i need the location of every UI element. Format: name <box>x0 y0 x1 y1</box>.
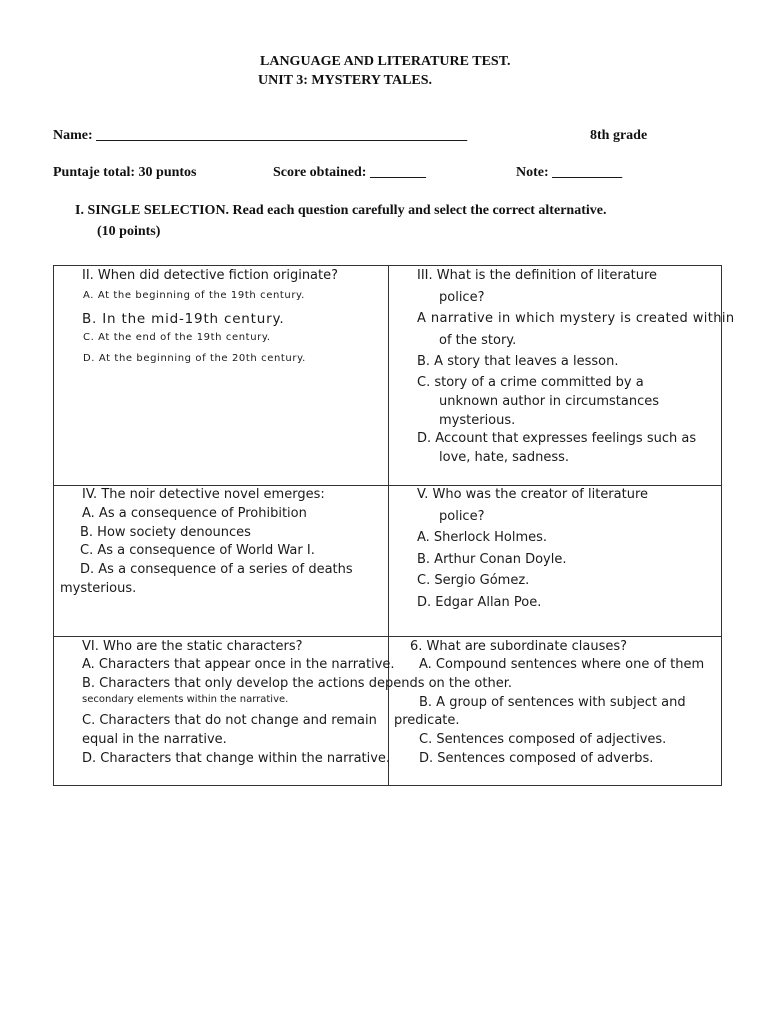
question-7-option-b: B. A group of sentences with subject and <box>419 695 686 710</box>
question-3-option-c-cont: unknown author in circumstances <box>439 394 660 409</box>
question-4-option-c: C. As a consequence of World War I. <box>80 543 315 558</box>
section-title: I. SINGLE SELECTION. Read each question carefully and select the correct alternative. <box>75 203 607 218</box>
question-2-option-b: B. In the mid-19th century. <box>82 311 285 327</box>
question-3-text-cont: police? <box>439 290 485 305</box>
test-title: LANGUAGE AND LITERATURE TEST. <box>260 54 511 69</box>
question-7-option-b-cont: predicate. <box>394 713 460 728</box>
question-2-option-d: D. At the beginning of the 20th century. <box>83 353 306 364</box>
score-obtained-field: Score obtained: ________ <box>273 165 426 180</box>
question-4-option-d: D. As a consequence of a series of deaths <box>80 562 353 577</box>
grade-label: 8th grade <box>590 128 648 143</box>
question-6-option-c-cont: equal in the narrative. <box>82 732 227 747</box>
question-2-option-a: A. At the beginning of the 19th century. <box>83 290 305 301</box>
question-3-option-c: C. story of a crime committed by a <box>417 375 644 390</box>
question-3-option-b: B. A story that leaves a lesson. <box>417 354 619 369</box>
question-5-option-d: D. Edgar Allan Poe. <box>417 595 542 610</box>
question-7-option-d: D. Sentences composed of adverbs. <box>419 751 654 766</box>
question-3-option-d: D. Account that expresses feelings such as <box>417 431 697 446</box>
question-4-text: IV. The noir detective novel emerges: <box>82 487 325 502</box>
section-points: (10 points) <box>97 224 161 239</box>
question-6-option-d: D. Characters that change within the narrative. <box>82 751 391 766</box>
question-4-option-a: A. As a consequence of Prohibition <box>82 506 307 521</box>
question-3-option-d-cont: love, hate, sadness. <box>439 450 569 465</box>
table-row-divider <box>53 485 722 486</box>
question-7-option-a: A. Compound sentences where one of them <box>419 657 705 672</box>
question-2-text: II. When did detective fiction originate? <box>82 268 339 283</box>
question-6-option-c: C. Characters that do not change and remain <box>82 713 377 728</box>
question-4-option-d-cont: mysterious. <box>60 581 137 596</box>
question-3-option-a-cont: of the story. <box>439 333 517 348</box>
question-6-option-b-cont: secondary elements within the narrative. <box>82 694 289 705</box>
note-field: Note: __________ <box>516 165 623 180</box>
question-6-option-a: A. Characters that appear once in the narrative. <box>82 657 395 672</box>
question-5-option-a: A. Sherlock Holmes. <box>417 530 548 545</box>
question-3-option-c-cont: mysterious. <box>439 413 516 428</box>
question-7-option-c: C. Sentences composed of adjectives. <box>419 732 667 747</box>
question-5-option-c: C. Sergio Gómez. <box>417 573 530 588</box>
name-field: Name: _____________________________________________________ <box>53 128 468 143</box>
question-4-option-b: B. How society denounces <box>80 525 251 540</box>
question-5-option-b: B. Arthur Conan Doyle. <box>417 552 567 567</box>
unit-title: UNIT 3: MYSTERY TALES. <box>258 73 433 88</box>
question-2-option-c: C. At the end of the 19th century. <box>83 332 271 343</box>
question-6-text: VI. Who are the static characters? <box>82 639 303 654</box>
question-7-text: 6. What are subordinate clauses? <box>410 639 628 654</box>
question-5-text-cont: police? <box>439 509 485 524</box>
question-3-text: III. What is the definition of literature <box>417 268 658 283</box>
table-column-divider <box>388 265 389 786</box>
total-score-label: Puntaje total: 30 puntos <box>53 165 197 180</box>
question-5-text: V. Who was the creator of literature <box>417 487 649 502</box>
question-3-option-a: A narrative in which mystery is created within <box>417 311 735 326</box>
table-row-divider <box>53 636 722 637</box>
question-6-option-b: B. Characters that only develop the actions depends on the other. <box>82 676 512 691</box>
